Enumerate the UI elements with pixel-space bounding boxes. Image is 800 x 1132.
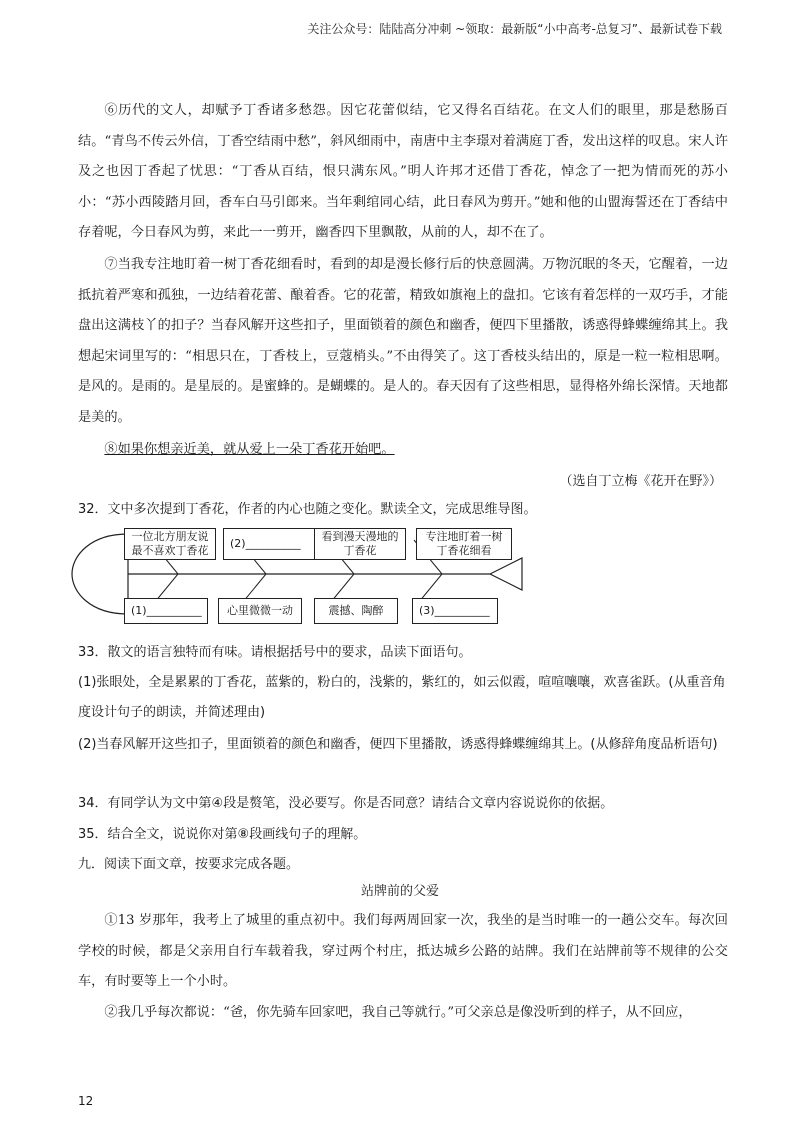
question-33-part-1: (1)张眼处，全是累累的丁香花，蓝紫的，粉白的，浅紫的，紫红的，如云似霞，喧喧嚷嚷，欢喜雀跃。(从重音角度设计句子的朗读，并简述理由) xyxy=(78,675,726,720)
page-header: 关注公众号：陆陆高分冲刺 ~领取：最新版“小中高考-总复习”、最新试卷下载 xyxy=(307,22,722,36)
diagram-box-bottom-3: 震撼、陶醉 xyxy=(314,598,398,624)
question-33: 33．散文的语言独特而有味。请根据括号中的要求，品读下面语句。 xyxy=(78,645,472,660)
paragraph-6: ⑥历代的文人，却赋予丁香诸多愁怨。因它花蕾似结，它又得名百结花。在文人们的眼里，那是愁肠百结。“青鸟不传云外信，丁香空结雨中愁”，斜风细雨中，南唐中主李璟对着满庭丁香，发出这样的叹息。宋人许及之也因丁香起了忧思：“丁香从百结，恨只满东风。”明人许邦才还借丁香花，悼念了一把为情而死的苏小小：“苏小西陵踏月回，香车白马引郎来。当年剩绾同心结，此日春风为剪开。”她和他的山盟海誓还在丁香结中存着呢，今日春风为剪，来此一一剪开，幽香四下里飘散，从前的人，却不在了。 xyxy=(78,103,728,240)
article-paragraph-1: ①13 岁那年，我考上了城里的重点初中。我们每两周回家一次，我坐的是当时唯一的一趟公交车。每次回学校的时候，都是父亲用自行车载着我，穿过两个村庄，抵达城乡公路的站牌。我们在站牌前等不规律的公交车，有时要等上一个小时。 xyxy=(78,913,728,989)
page-number: 12 xyxy=(78,1094,94,1108)
article-paragraph-2: ②我几乎每次都说：“爸，你先骑车回家吧，我自己等就行。”可父亲总是像没听到的样子，从不回应， xyxy=(104,1005,692,1020)
section-9-heading: 九．阅读下面文章，按要求完成各题。 xyxy=(78,857,300,872)
diagram-box-top-2-blank: (2)__________ xyxy=(223,528,315,560)
diagram-box-bottom-4-blank: (3)__________ xyxy=(412,598,498,624)
question-33-part-2: (2)当春风解开这些扣子，里面锁着的颜色和幽香，便四下里播散，诱惑得蜂蝶缠绵其上。(从修辞角度品析语句) xyxy=(78,737,718,752)
diagram-box-top-3: 看到漫天漫地的 丁香花 xyxy=(314,528,406,560)
question-34: 34．有同学认为文中第④段是赘笔，没必要写。你是否同意？请结合文章内容说说你的依据。 xyxy=(78,796,614,811)
article-title: 站牌前的父爱 xyxy=(360,884,439,899)
fish-head-shape xyxy=(72,534,128,614)
fish-tail-shape xyxy=(490,558,522,590)
paragraph-7: ⑦当我专注地盯着一树丁香花细看时，看到的却是漫长修行后的快意圆满。万物沉眠的冬天，它醒着，一边抵抗着严寒和孤独，一边结着花蕾、酿着香。它的花蕾，精致如旗袍上的盘扣。它该有着怎样的一双巧手，才能盘出这满枝丫的扣子？当春风解开这些扣子，里面锁着的颜色和幽香，便四下里播散，诱惑得蜂蝶缠绵其上。我想起宋词里写的：“相思只在，丁香枝上，豆蔻梢头。”不由得笑了。这丁香枝头结出的，原是一粒一粒相思啊。是风的。是雨的。是星辰的。是蜜蜂的。是蝴蝶的。是人的。春天因有了这些相思，显得格外绵长深情。天地都是美的。 xyxy=(78,257,728,425)
question-32: 32．文中多次提到丁香花，作者的内心也随之变化。默读全文，完成思维导图。 xyxy=(78,502,537,517)
diagram-box-bottom-1-blank: (1)__________ xyxy=(124,598,208,624)
diagram-box-top-1: 一位北方朋友说 最不喜欢丁香花 xyxy=(124,528,216,560)
source-citation: （选自丁立梅《花开在野》） xyxy=(559,474,722,489)
diagram-box-bottom-2: 心里微微一动 xyxy=(218,598,302,624)
question-35: 35．结合全文，说说你对第⑧段画线句子的理解。 xyxy=(78,827,367,842)
paragraph-8-underlined: ⑧如果你想亲近美，就从爱上一朵丁香花开始吧。 xyxy=(104,442,395,457)
diagram-box-top-4: 专注地盯着一树 丁香花细看 xyxy=(416,528,512,560)
